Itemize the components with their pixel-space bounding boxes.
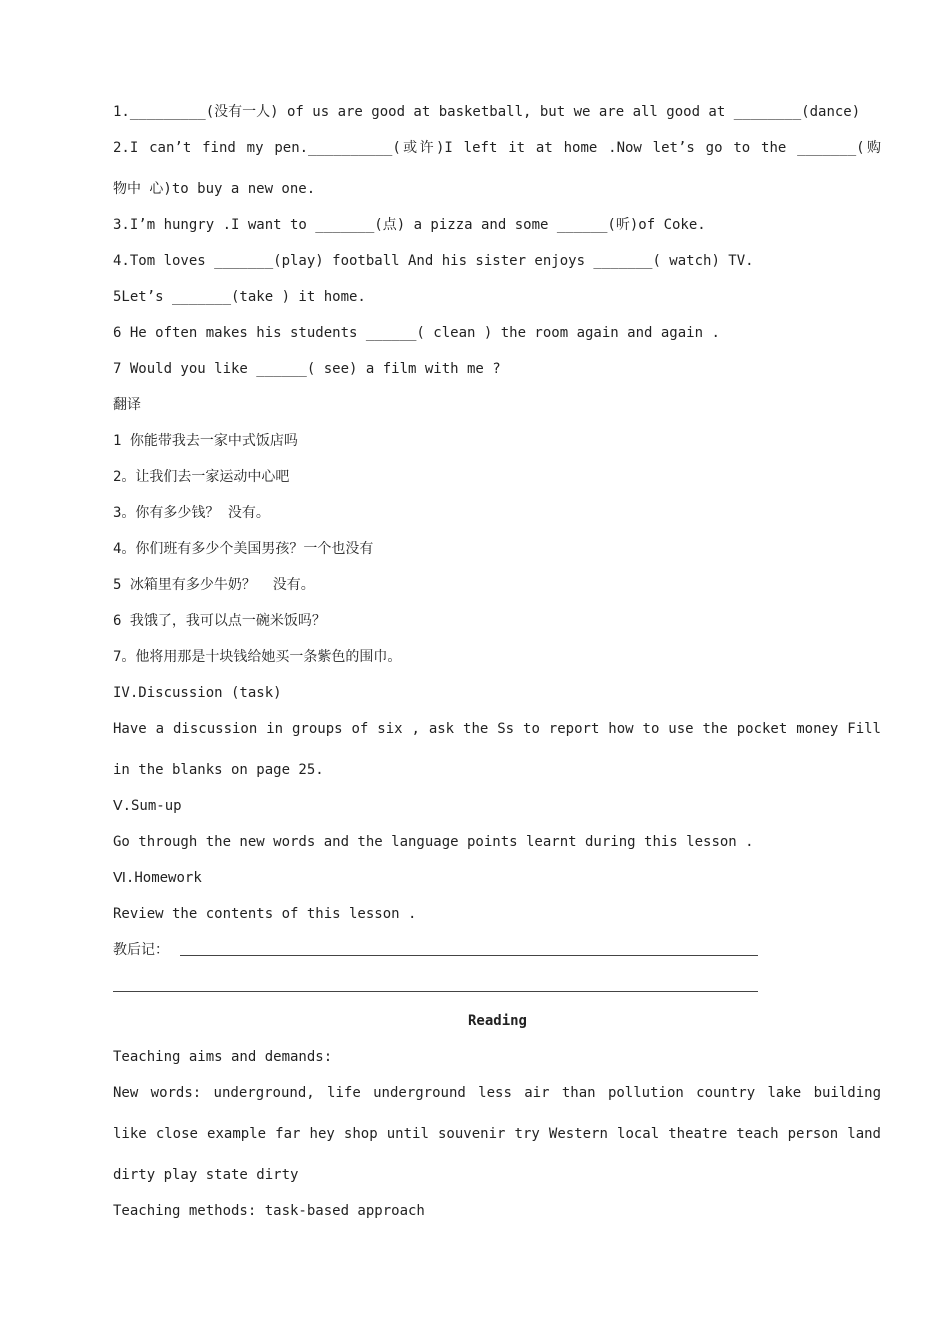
- homework-text: Review the contents of this lesson .: [113, 906, 417, 922]
- notes-label: 教后记：: [113, 942, 169, 958]
- translation-2: 2。让我们去一家运动中心吧: [113, 469, 290, 485]
- teaching-aims: Teaching aims and demands:: [113, 1049, 333, 1065]
- discussion-text-2: in the blanks on page 25.: [113, 762, 324, 778]
- exercise-3: 3.I’m hungry .I want to _______(点) a pizza and some ______(听)of Coke.: [113, 217, 706, 233]
- notes-line-2: [113, 991, 758, 992]
- exercise-5: 5Let’s _______(take ) it home.: [113, 289, 366, 305]
- new-words-1: New words: underground, life underground less air than pollution country lake building: [113, 1085, 881, 1101]
- discussion-heading: IV.Discussion (task): [113, 685, 282, 701]
- new-words-3: dirty play state dirty: [113, 1167, 299, 1183]
- sumup-heading: Ⅴ.Sum-up: [113, 798, 182, 814]
- new-words-2: like close example far hey shop until souvenir try Western local theatre teach person land: [113, 1126, 881, 1142]
- homework-heading: Ⅵ.Homework: [113, 870, 202, 886]
- exercise-2: 2.I can’t find my pen.__________(或许)I left it at home .Now let’s go to the _______(购: [113, 140, 881, 156]
- exercise-4: 4.Tom loves _______(play) football And his sister enjoys _______( watch) TV.: [113, 253, 754, 269]
- exercise-6: 6 He often makes his students ______( clean ) the room again and again .: [113, 325, 720, 341]
- translation-4: 4。你们班有多少个美国男孩？一个也没有: [113, 541, 374, 557]
- exercise-2-continued: 物中 心)to buy a new one.: [113, 181, 316, 197]
- exercise-7: 7 Would you like ______( see) a film with me ?: [113, 361, 501, 377]
- reading-title: Reading: [467, 1013, 527, 1029]
- translation-1: 1 你能带我去一家中式饭店吗: [113, 433, 298, 449]
- discussion-text-1: Have a discussion in groups of six , ask the Ss to report how to use the pocket money Fill: [113, 721, 881, 737]
- translation-7: 7。他将用那是十块钱给她买一条紫色的围巾。: [113, 649, 402, 665]
- teaching-methods: Teaching methods: task-based approach: [113, 1203, 425, 1219]
- translation-3: 3。你有多少钱？ 没有。: [113, 505, 270, 521]
- exercise-1: 1._________(没有一人) of us are good at basketball, but we are all good at ________(dance): [113, 104, 861, 120]
- translation-heading: 翻译: [113, 397, 141, 413]
- translation-5: 5 冰箱里有多少牛奶？ 没有。: [113, 577, 315, 593]
- sumup-text: Go through the new words and the language points learnt during this lesson .: [113, 834, 754, 850]
- translation-6: 6 我饿了，我可以点一碗米饭吗？: [113, 613, 326, 629]
- notes-line-1: [180, 955, 758, 956]
